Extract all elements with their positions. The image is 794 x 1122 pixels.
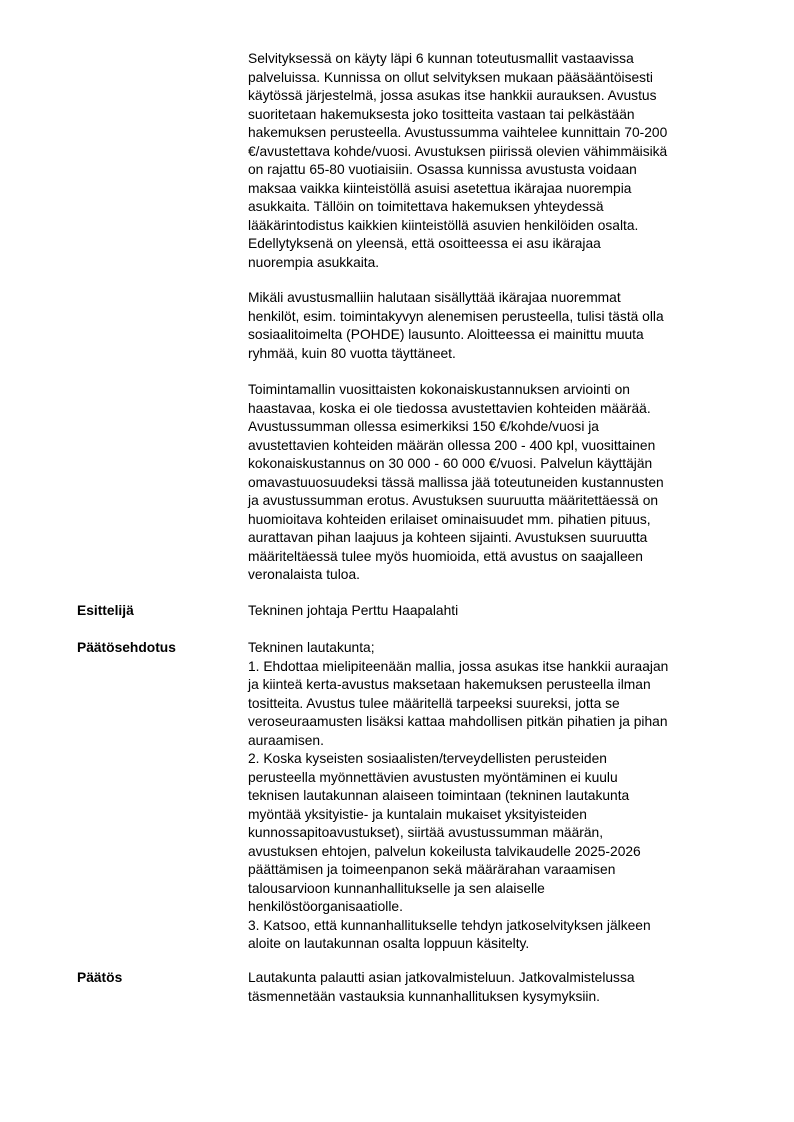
text-line: sosiaalitoimelta (POHDE) lausunto. Aloitteessa ei mainittu muuta: [248, 327, 644, 342]
text-line: teknisen lautakunnan alaiseen toimintaan (tekninen lautakunta: [248, 788, 630, 803]
intro-paragraph-3: [248, 381, 748, 585]
intro-paragraph-1: [248, 50, 748, 272]
text-line: Lautakunta palautti asian jatkovalmisteluun. Jatkovalmistelussa: [248, 970, 635, 985]
text-line: nuorempia asukkaita.: [248, 254, 380, 270]
text-line: henkilöstöorganisaatiolle.: [248, 899, 403, 914]
text-line: 3. Katsoo, että kunnanhallitukselle tehdyn jatkoselvityksen jälkeen: [248, 917, 651, 933]
text-line: 2. Koska kyseisten sosiaalisten/terveydellisten perusteiden: [248, 751, 607, 766]
intro-paragraph-2: [248, 289, 748, 363]
text-line: auraamisen.: [248, 732, 324, 748]
text-line: tositteita. Avustus tulee määritellä tarpeeksi suureksi, jotta se: [248, 695, 620, 711]
text-line: kunnossapitoavustukset), siirtää avustussumman määrän,: [248, 825, 604, 840]
text-line: talousarvioon kunnanhallitukselle ja sen alaiselle: [248, 880, 545, 896]
text-line: myöntää yksityistie- ja kuntalain mukaiset yksityisteiden: [248, 806, 587, 822]
text-line: määriteltäessä tulee myös huomioida, että avustus on saajalleen: [248, 548, 643, 564]
text-line: haastavaa, koska ei ole tiedossa avustettavien kohteiden määrää.: [248, 400, 651, 416]
text-line: Selvityksessä on käyty läpi 6 kunnan toteutusmallit vastaavissa: [248, 51, 634, 66]
text-line: perusteella myönnettävien avustusten myöntäminen ei kuulu: [248, 769, 618, 785]
text-line: 1. Ehdottaa mielipiteenään mallia, jossa asukas itse hankkii auraajan: [248, 658, 669, 674]
paatosehdotus-label: Päätösehdotus: [77, 640, 176, 655]
text-line: päättämisen ja toimeenpanon sekä määrärahan varaamisen: [248, 862, 616, 877]
text-line: Edellytyksenä on yleensä, että osoitteessa ei asu ikärajaa: [248, 236, 601, 251]
paatos-text: [248, 969, 748, 1006]
esittelija-value: [248, 602, 748, 621]
text-line: ja kiinteä kerta-avustus maksetaan hakemuksen perusteella ilman: [248, 677, 651, 692]
text-line: hakemuksen perusteella. Avustussumma vaihtelee kunnittain 70-200: [248, 125, 668, 140]
text-line: €/avustettava kohde/vuosi. Avustuksen piirissä olevien vähimmäisikä: [248, 143, 668, 159]
text-line: täsmennetään vastauksia kunnanhallituksen kysymyksiin.: [248, 988, 601, 1004]
paatos-label: Päätös: [77, 970, 123, 985]
text-line: veronalaista tuloa.: [248, 567, 360, 582]
paatosehdotus-text: [248, 639, 748, 954]
text-line: Tekninen johtaja Perttu Haapalahti: [248, 603, 459, 618]
text-line: lääkärintodistus kaikkien kiinteistöllä asuvien henkilöiden osalta.: [248, 217, 639, 233]
esittelija-label: Esittelijä: [77, 603, 134, 618]
text-line: Avustussumman ollessa esimerkiksi 150 €/kohde/vuosi ja: [248, 419, 599, 434]
text-line: aloite on lautakunnan osalta loppuun käsitelty.: [248, 936, 530, 951]
text-line: kokonaiskustannus on 30 000 - 60 000 €/vuosi. Palvelun käyttäjän: [248, 456, 653, 471]
text-line: käytössä järjestelmä, jossa asukas itse hankkii aurauksen. Avustus: [248, 88, 657, 103]
text-line: maksaa vaikka kiinteistöllä asuisi asetettua ikärajaa nuorempia: [248, 180, 632, 196]
text-line: Mikäli avustusmalliin halutaan sisällyttää ikärajaa nuoremmat: [248, 290, 621, 305]
text-line: aurattavan pihan laajuus ja kohteen sijainti. Avustuksen suuruutta: [248, 530, 648, 545]
text-line: huomioitava kohteiden erilaiset ominaisuudet mm. pihatien pituus,: [248, 511, 651, 527]
text-line: ja avustussumman erotus. Avustuksen suuruutta määritettäessä on: [248, 493, 659, 508]
text-line: Tekninen lautakunta;: [248, 640, 375, 655]
text-line: asukkaita. Tällöin on toimitettava hakemuksen yhteydessä: [248, 199, 604, 214]
text-line: veroseuraamusten lisäksi kattaa mahdollisen pitkän pihatien ja pihan: [248, 714, 668, 729]
text-line: avustettavien kohteiden määrän ollessa 200 - 400 kpl, vuosittainen: [248, 437, 656, 453]
text-line: on rajattu 65-80 vuotiaisiin. Osassa kunnissa avustusta voidaan: [248, 162, 637, 177]
text-line: ryhmää, kuin 80 vuotta täyttäneet.: [248, 345, 456, 361]
text-line: Toimintamallin vuosittaisten kokonaiskustannuksen arviointi on: [248, 382, 630, 397]
text-line: henkilöt, esim. toimintakyvyn alenemisen perusteella, tulisi tästä olla: [248, 308, 664, 324]
text-line: avustuksen ehtojen, palvelun kokeilusta talvikaudelle 2025-2026: [248, 843, 641, 859]
text-line: omavastuuosuudeksi tässä mallissa jää toteutuneiden kustannusten: [248, 474, 664, 490]
text-line: palveluissa. Kunnissa on ollut selvityksen mukaan pääsääntöisesti: [248, 69, 653, 85]
text-line: suoritetaan hakemuksesta joko tositteita vastaan tai pelkästään: [248, 106, 635, 122]
